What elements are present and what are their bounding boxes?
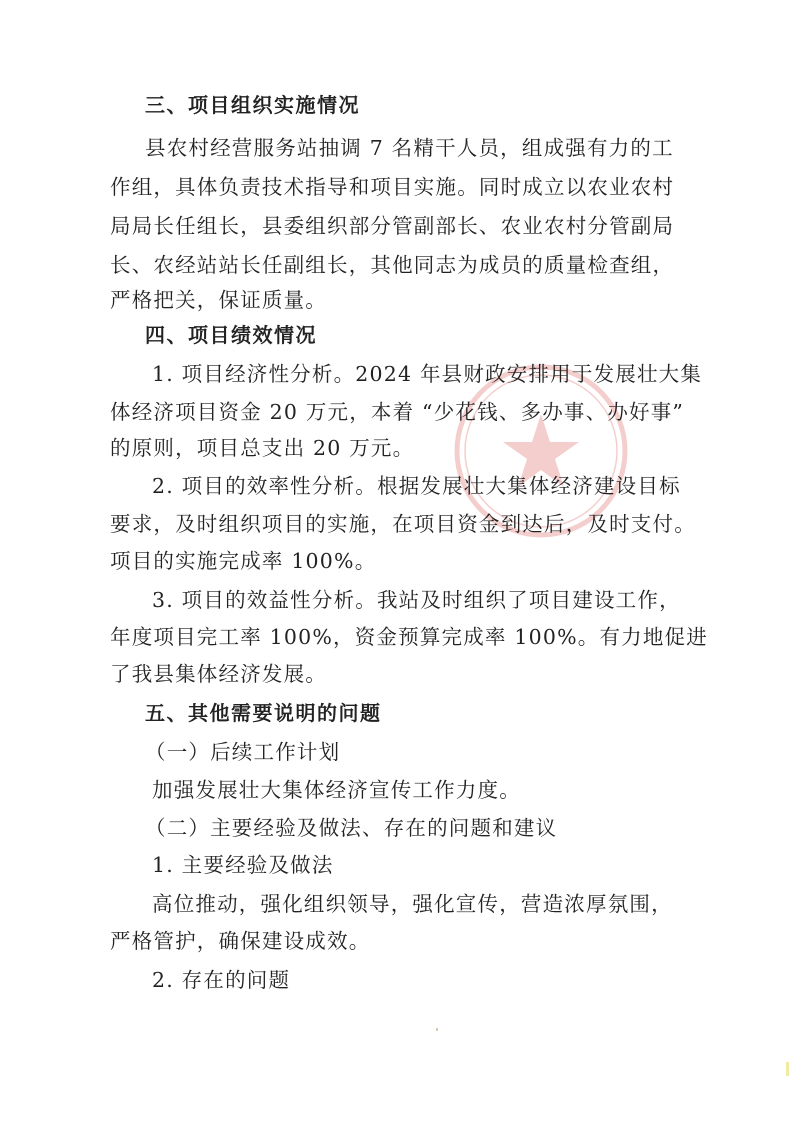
- scan-edge-mark: [786, 1062, 789, 1076]
- paragraph-line: 项目的实施完成率 100%。: [110, 549, 377, 573]
- paragraph-line: 县农村经营服务站抽调 7 名精干人员，组成强有力的工: [145, 136, 674, 160]
- scan-speck: [436, 1028, 438, 1031]
- section-heading-3: 三、项目组织实施情况: [145, 93, 360, 117]
- section-heading-4: 四、项目绩效情况: [145, 323, 317, 347]
- paragraph-line: 的原则，项目总支出 20 万元。: [110, 436, 415, 460]
- paragraph-line: 年度项目完工率 100%，资金预算完成率 100%。有力地促进: [110, 625, 708, 649]
- paragraph-line: 长、农经站站长任副组长，其他同志为成员的质量检查组，: [110, 253, 675, 277]
- paragraph-line: 局局长任组长，县委组织部分管副部长、农业农村分管副局: [110, 214, 675, 238]
- paragraph-line: 了我县集体经济发展。: [110, 662, 327, 686]
- paragraph-line: 作组，具体负责技术指导和项目实施。同时成立以农业农村: [110, 175, 675, 199]
- paragraph-line: 1. 项目经济性分析。2024 年县财政安排用于发展壮大集: [152, 362, 703, 386]
- paragraph-line: 严格把关，保证质量。: [110, 288, 327, 312]
- paragraph-line: 2. 项目的效率性分析。根据发展壮大集体经济建设目标: [152, 474, 681, 498]
- subheading: （二）主要经验及做法、存在的问题和建议: [145, 816, 558, 840]
- paragraph-line: 3. 项目的效益性分析。我站及时组织了项目建设工作，: [152, 588, 681, 612]
- paragraph-line: 加强发展壮大集体经济宣传工作力度。: [152, 778, 521, 802]
- list-item-heading: 2. 存在的问题: [152, 968, 291, 992]
- paragraph-line: 体经济项目资金 20 万元，本着 “少花钱、多办事、办好事”: [110, 400, 685, 424]
- paragraph-line: 要求，及时组织项目的实施，在项目资金到达后，及时支付。: [110, 512, 696, 536]
- paragraph-line: 高位推动，强化组织领导，强化宣传，营造浓厚氛围，: [152, 892, 673, 916]
- section-heading-5: 五、其他需要说明的问题: [145, 701, 382, 725]
- list-item-heading: 1. 主要经验及做法: [152, 853, 334, 877]
- subheading: （一）后续工作计划: [145, 740, 341, 764]
- paragraph-line: 严格管护，确保建设成效。: [110, 929, 371, 953]
